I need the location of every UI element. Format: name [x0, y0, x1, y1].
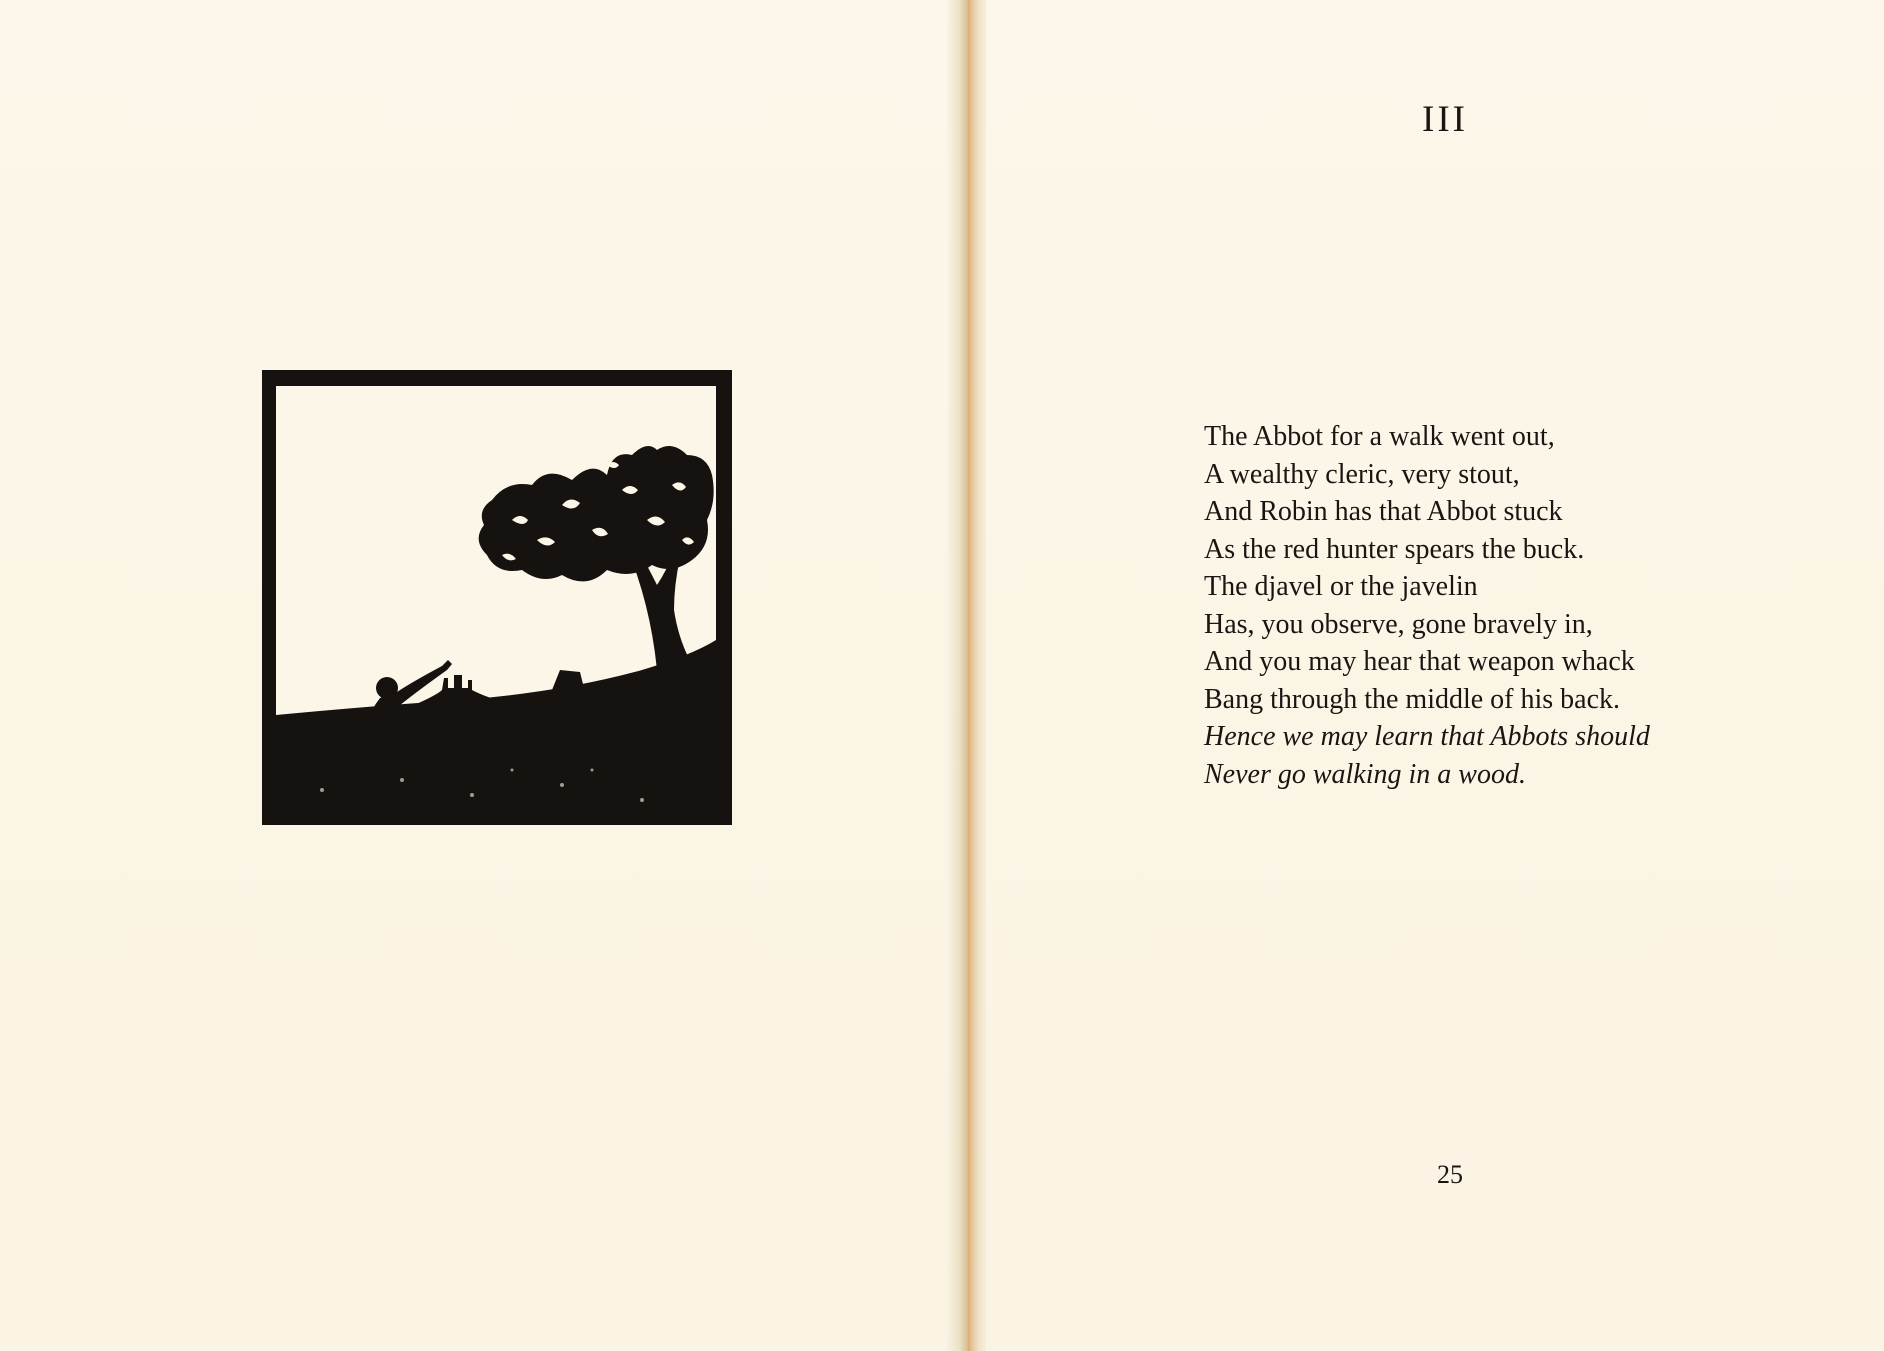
poem-line: And you may hear that weapon whack [1204, 646, 1635, 677]
poem-line: The Abbot for a walk went out, [1204, 421, 1555, 452]
poem-line: Bang through the middle of his back. [1204, 683, 1621, 715]
poem [1204, 418, 1764, 793]
poem-moral-line: Hence we may learn that Abbots should [1204, 721, 1650, 752]
poem-line: And Robin has that Abbot stuck [1204, 496, 1563, 527]
page-number: 25 [1437, 1160, 1463, 1189]
poem-line: As the red hunter spears the buck. [1204, 533, 1585, 565]
book-gutter [946, 0, 990, 1351]
woodcut-illustration [262, 370, 732, 825]
poem-line: A wealthy cleric, very stout, [1204, 458, 1520, 490]
section-numeral: III [1422, 99, 1468, 140]
poem-line: Has, you observe, gone bravely in, [1204, 608, 1593, 640]
poem-line: The djavel or the javelin [1204, 571, 1478, 602]
poem-moral-line: Never go walking in a wood. [1204, 758, 1526, 790]
